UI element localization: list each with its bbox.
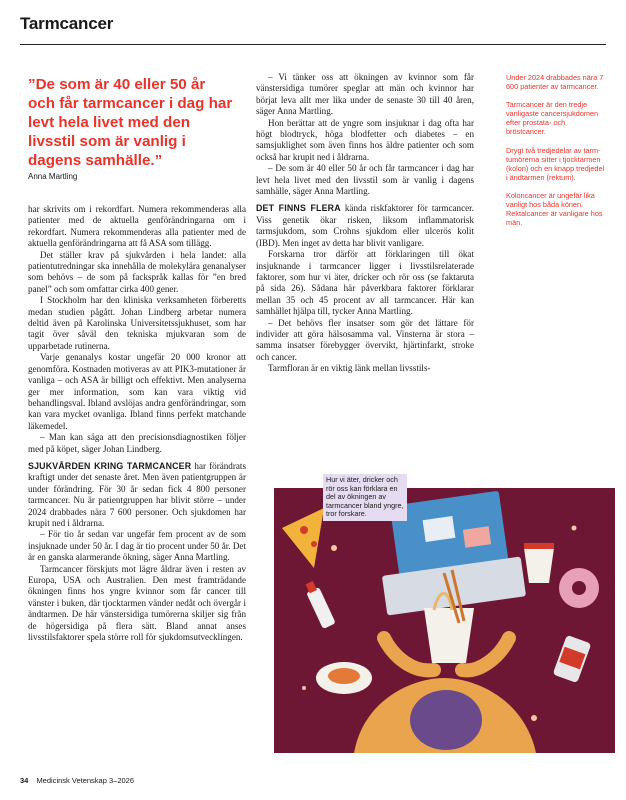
- paragraph: Tarmfloran är en viktig länk mellan livsstils-: [268, 363, 431, 374]
- article-column-2: [256, 72, 474, 375]
- pull-quote: ”De som är 40 eller 50 år och får tarmcancer i dag har levt hela livet med den livsstil som är vanlig i dagens samhälle.”: [28, 76, 233, 169]
- paragraph: Forskarna tror därför att förklaringen till ökat insjuknande i tarmcancer ligger i livsstilsrelaterade faktorer, som hur vi äter, dricker och rör oss (se faktaruta på sida 26). Sådana här påverkbara faktorer förklarar mellan 35 och 45 procent av all tarmcancer. Här kan samhället hjälpa till, tycker Anna Martling.: [256, 249, 474, 317]
- fact-item: Koloncancer är ungefär lika vanligt hos båda könen. Rektalcancer är vanligare hos män.: [506, 190, 603, 228]
- fact-item: Tarmcancer är den tredje vanligaste cancersjukdomen efter prostata- och bröstcancer.: [506, 100, 599, 137]
- paragraph: Tarmcancer förskjuts mot lägre åldrar även i resten av Europa, USA och Australien. Den mest framträdande ökningen finns hos yngre kvinnor som får cancer till vänster i buken, där tjocktarmen vänder nedåt och övergår i ändtarmen. De här vänstersidiga tumörerna skiljer sig från de högersidiga på flera sätt. Bland annat anses livsstilsfaktorer spela större roll för sjukdomsutvecklingen.: [28, 563, 246, 643]
- subhead-kicker: SJUKVÅRDEN KRING TARMCANCER: [28, 460, 192, 471]
- paragraph: – För tio år sedan var ungefär fem procent av de som insjuknade under 50 år. I dag är tio procent under 50 år. Det är en ganska alarmerande ökning, säger Anna Martling.: [28, 529, 246, 563]
- subhead-kicker: DET FINNS FLERA: [256, 203, 341, 214]
- lifestyle-illustration: [274, 488, 615, 753]
- paragraph: – Det behövs fler insatser som gör det lättare för individer att göra hälsosamma val. Vinsterna är stora – samma insatser förebygger övervikt, hjärtinfarkt, stroke och cancer.: [256, 317, 474, 362]
- page-number: 34: [20, 776, 29, 785]
- noodle-box-icon: [424, 608, 474, 663]
- top-divider: [20, 44, 606, 45]
- paragraph: – De som är 40 eller 50 år och får tarmcancer i dag har levt hela livet med den livsstil som är vanlig i dagens samhälle, säger Anna Martling.: [256, 163, 474, 197]
- paragraph: Varje genanalys kostar ungefär 20 000 kronor att genomföra. Kostnaden motiveras av att PIK3-mutationer är vanliga – och ASA är billigt och effektivt. Men analyserna ger mer information, som kan vara viktig vid behandlingsval. Ibland avslöjas andra genförändringar, som kan vara mycket ovanliga. Ibland finns perfekt matchande läkemedel.: [28, 352, 246, 431]
- fact-item: Under 2024 drabbades nära 7 600 patienter av tarmcancer.: [506, 73, 604, 92]
- paragraph-with-kicker: [28, 461, 246, 529]
- illustration-caption: Hur vi äter, dricker och rör oss kan förklara en del av ökningen av tarmcancer bland yngre, tror forskare.: [323, 474, 407, 521]
- cup-icon: [524, 548, 554, 583]
- publication-name: Medicinsk Vetenskap 3–2026: [36, 776, 135, 785]
- paragraph: – Man kan säga att den precisionsdiagnostiken följer med på köpet, säger Johan Lindberg.: [28, 432, 246, 454]
- paragraph-with-kicker: [256, 203, 474, 249]
- page-footer: [20, 776, 134, 785]
- paragraph: har skrivits om i rekordfart. Numera rekommenderas alla patienter med de aktuella genförändringarna om i rekordfart. Numera rekommenderas alla patienter med de aktuella genförändringarna att få ASA som tillägg.: [28, 204, 246, 249]
- paragraph: I Stockholm har den kliniska verksamheten förberetts medan studien pågått. Johan Lindberg arbetar numera deltid även på Karolinska Universitetssjukhuset, som har tagit över såväl den tekniska mjukvaran som de upparbetade rutinerna.: [28, 295, 246, 351]
- paragraph-text: har förändrats kraftigt under det senaste året. Men även patientgruppen är under förändring. För 30 år sedan fick 4 800 personer tarmcancer. Nu är patientgruppen har blivit större – under 2024 drabbades nära 7 600 personer. Och sjukdomen har krupit ned i åldrarna.: [28, 460, 246, 528]
- paragraph-text: kända riskfaktorer för tarmcancer. Viss genetik ökar risken, liksom inflammatorisk tarmsjukdom, som Crohns sjukdom eller ulcerös kolit (IBD). Men inget av detta har blivit vanligare.: [256, 203, 474, 248]
- paragraph: Hon berättar att de yngre som insjuknar i dag ofta har högt blodtryck, höga blodfetter och diabetes – en samsjuklighet som även finns hos äldre patienter och som också har krupit ned i åldrarna.: [256, 117, 474, 162]
- article-column-1: [28, 204, 246, 643]
- pull-quote-author: Anna Martling: [28, 172, 78, 181]
- paragraph: – Vi tänker oss att ökningen av kvinnor som får vänstersidiga tumörer speglar att män och kvinnor har börjat leva allt mer lika under de senaste 30 till 40 åren, säger Anna Martling.: [256, 72, 474, 117]
- fact-item: Drygt två tredjedelar av tarmtumörerna sitter i tjocktarmen (kolon) och en knapp tredjedel i ändtarmen (rektum).: [506, 145, 605, 182]
- section-title: Tarmcancer: [20, 14, 114, 33]
- fact-sidebar: [506, 73, 606, 236]
- illustration-art: [274, 488, 615, 753]
- person-head: [410, 690, 482, 750]
- paragraph: Det ställer krav på sjukvården i hela landet: alla patientutredningar ska innehålla de molekylära genanalyser som behövs – de som på fackspråk kallas för ”en bred panel” och som omfattar cirka 400 gener.: [28, 249, 246, 294]
- pizza-icon: [282, 508, 324, 568]
- bottle-icon: [306, 587, 336, 629]
